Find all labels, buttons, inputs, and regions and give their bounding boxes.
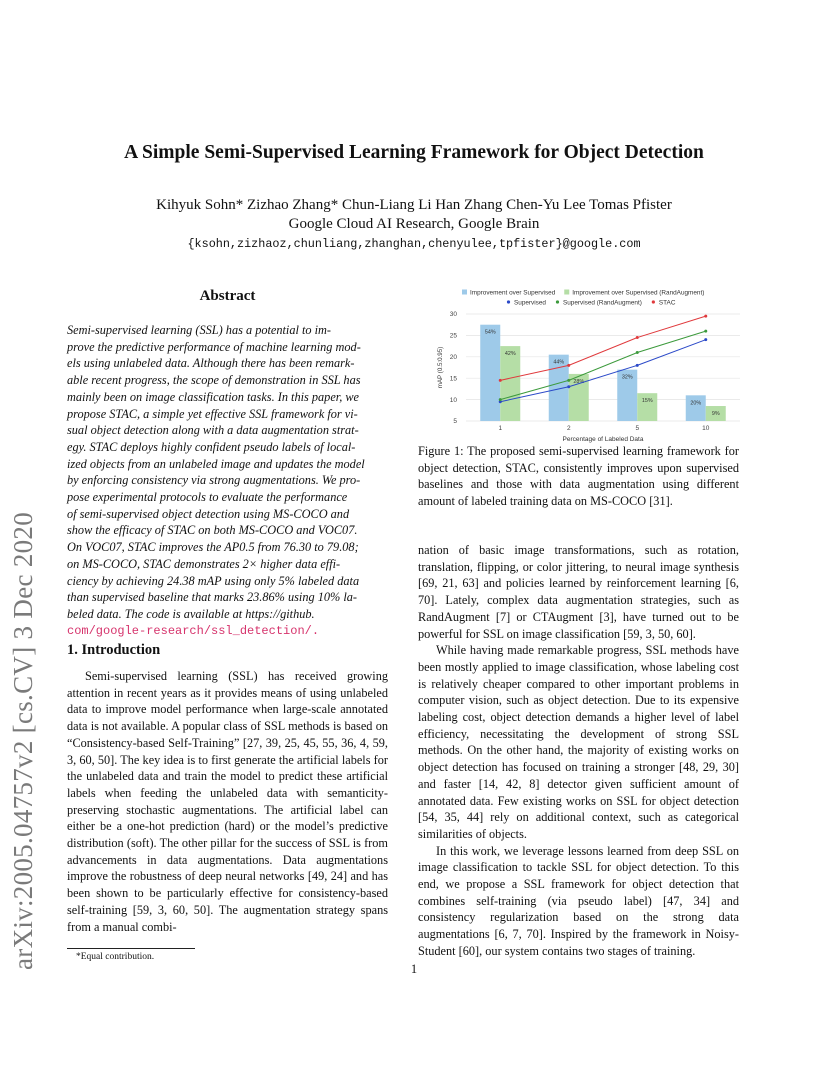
footnote: *Equal contribution. xyxy=(76,952,155,962)
abstract-line: able recent progress, the scope of demonstration in SSL has xyxy=(67,373,361,388)
abstract-heading: Abstract xyxy=(199,288,256,304)
abstract-line: show the efficacy of STAC on both MS-COCO and VOC07. xyxy=(67,523,358,538)
abstract-line: by enforcing consistency via strong augmentations. We pro- xyxy=(67,473,361,488)
bar-data-label: 28% xyxy=(573,378,585,385)
abstract-line: on MS-COCO, STAC demonstrates 2× higher data effi- xyxy=(67,556,341,571)
series-line xyxy=(500,331,706,399)
bar xyxy=(500,346,520,421)
x-tick-label: 1 xyxy=(498,425,503,432)
bar xyxy=(480,325,500,421)
abstract-line: propose STAC, a simple yet effective SSL framework for vi- xyxy=(67,406,358,421)
series-point xyxy=(567,379,570,382)
bar-data-label: 32% xyxy=(621,374,633,381)
abstract-line: sual object detection along with a data augmentation strat- xyxy=(67,423,359,438)
page-number: 1 xyxy=(410,962,418,976)
abstract-line: els using unlabeled data. Although there has been remark- xyxy=(67,356,355,371)
series-point xyxy=(567,385,570,388)
series-point xyxy=(636,351,639,354)
x-axis-label: Percentage of Labeled Data xyxy=(562,436,644,443)
series-point xyxy=(499,379,502,382)
legend-marker xyxy=(507,300,510,303)
right-paragraph-3: In this work, we leverage lessons learned from deep SSL on image classification to tackle SSL for object detection. To this end, we propose a SSL framework for object detection that combines self-training (via pseudo label) [47, 34] and consistency regularization based on the strong data augmentations [6, 7, 70]. Inspired by the framework in Noisy-Student [60], our system contains two stages of training. xyxy=(418,843,739,958)
series-point xyxy=(704,338,707,341)
bar-data-label: 9% xyxy=(711,411,720,418)
series-point xyxy=(636,336,639,339)
right-column-text xyxy=(418,542,739,960)
x-tick-label: 10 xyxy=(702,425,710,432)
series-point xyxy=(567,364,570,367)
y-tick-label: 5 xyxy=(453,418,457,426)
y-tick-label: 25 xyxy=(449,332,457,340)
y-tick-label: 20 xyxy=(449,354,457,361)
affiliation: Google Cloud AI Research, Google Brain xyxy=(288,216,540,232)
abstract-line: beled data. The code is available at https://github. xyxy=(67,606,315,621)
x-tick-label: 2 xyxy=(566,425,571,432)
email-list[interactable]: {ksohn,zizhaoz,chunliang,zhanghan,chenyulee,tpfister}@google.com xyxy=(187,237,641,251)
right-paragraph-2: While having made remarkable progress, SSL methods have been mostly applied to image classification, whose labeling cost is relatively cheaper compared to other important problems in computer vision, such as object detection. Due to its expensive labeling cost, object detection demands a higher level of label efficiency, necessitating the development of strong SSL methods. On the other hand, the majority of existing works on object detection has focused on training a stronger [48, 29, 30] and faster [14, 42, 8] detector given sufficient amount of annotated data. Few existing works on SSL for object detection [54, 35, 44] rely on additional context, such as categorical similarities of objects. xyxy=(418,643,739,841)
bar-data-label: 54% xyxy=(484,329,496,336)
bar-data-label: 42% xyxy=(504,351,516,358)
bar-data-label: 15% xyxy=(641,398,653,405)
introduction-paragraph xyxy=(67,668,388,935)
right-paragraph-1: nation of basic image transformations, such as rotation, translation, flipping, or color jittering, to neural image synthesis [69, 21, 63] and policies learned by reinforcement learning [6, 70]. Lately, complex data augmentation strategies, such as RandAugment [7] or CTAugment [3], have turned out to be powerful for SSL on image classification [59, 3, 50, 60]. xyxy=(418,543,739,641)
y-tick-label: 15 xyxy=(449,375,457,383)
footnote-divider xyxy=(67,948,195,949)
legend-swatch xyxy=(564,290,569,295)
abstract-line: pose experimental protocols to evaluate the performance xyxy=(67,490,348,505)
legend-label: STAC xyxy=(658,299,676,307)
paper-title: A Simple Semi-Supervised Learning Framework for Object Detection xyxy=(124,142,704,163)
series-point xyxy=(636,364,639,367)
series-point xyxy=(499,398,502,401)
abstract-line: of semi-supervised object detection using MS-COCO and xyxy=(67,506,350,521)
legend-label: Supervised xyxy=(514,299,546,307)
code-link[interactable]: com/google-research/ssl_detection/. xyxy=(67,623,320,638)
bar-data-label: 20% xyxy=(690,400,702,407)
series-point xyxy=(704,315,707,318)
y-tick-label: 10 xyxy=(449,396,457,404)
y-axis-label: mAP (0.5:0.95) xyxy=(437,346,444,389)
x-tick-label: 5 xyxy=(635,425,640,432)
abstract-line: Semi-supervised learning (SSL) has a potential to im- xyxy=(67,323,332,337)
abstract-line: ized objects from an unlabeled image and updates the model xyxy=(67,456,365,471)
legend-marker xyxy=(652,300,655,303)
series-line xyxy=(500,316,706,380)
legend-swatch xyxy=(462,290,467,295)
figure-1-caption: Figure 1: The proposed semi-supervised learning framework for object detection, STAC, consistently improves upon supervised baselines and those with data augmentation using different amount of labeled training data on MS-COCO [31]. xyxy=(418,444,739,509)
bar-data-label: 44% xyxy=(553,359,565,366)
legend-label: Improvement over Supervised xyxy=(470,289,556,297)
legend-label: Improvement over Supervised (RandAugment) xyxy=(572,289,705,297)
author-list: Kihyuk Sohn* Zizhao Zhang* Chun-Liang Li Han Zhang Chen-Yu Lee Tomas Pfister xyxy=(156,197,672,213)
abstract-line: egy. STAC deploys highly confident pseudo labels of local- xyxy=(67,439,356,454)
section-heading-introduction: 1. Introduction xyxy=(67,642,161,658)
abstract-line: mainly been on image classification tasks. In this paper, we xyxy=(67,389,360,404)
bar xyxy=(686,395,706,421)
abstract-body xyxy=(67,322,388,639)
series-point xyxy=(704,330,707,333)
figure-1-chart xyxy=(418,286,744,448)
abstract-line: On VOC07, STAC improves the AP0.5 from 76.30 to 79.08; xyxy=(67,540,359,555)
abstract-line: than supervised baseline that marks 23.86% using 10% la- xyxy=(67,590,357,605)
legend-label: Supervised (RandAugment) xyxy=(562,299,642,307)
intro-paragraph-text: Semi-supervised learning (SSL) has received growing attention in recent years as it provides means of using unlabeled data to improve model performance when large-scale annotated data is not available. A popular class of SSL methods is based on “Consistency-based Self-Training” [27, 39, 25, 45, 55, 36, 4, 59, 3, 60, 50]. The key idea is to first generate the artificial labels for the unlabeled data and train the model to predict these artificial labels when feeding the unlabeled data with semanticity-preserving stochastic augmentations. The artificial label can either be a one-hot prediction (hard) or the model’s predictive distribution (soft). The other pillar for the success of SSL is from advancements in data augmentations. Data augmentations improve the robustness of deep neural networks [49, 24] and has been shown to be particularly effective for consistency-based self-training [59, 3, 60, 50]. The augmentation strategy spans from a manual combi- xyxy=(67,669,388,934)
legend-marker xyxy=(556,300,559,303)
y-tick-label: 30 xyxy=(449,311,457,319)
abstract-line: ciency by achieving 24.38 mAP using only 5% labeled data xyxy=(67,573,360,588)
arxiv-stamp: arXiv:2005.04757v2 [cs.CV] 3 Dec 2020 xyxy=(8,511,38,970)
abstract-line: prove the predictive performance of machine learning mod- xyxy=(67,339,361,354)
